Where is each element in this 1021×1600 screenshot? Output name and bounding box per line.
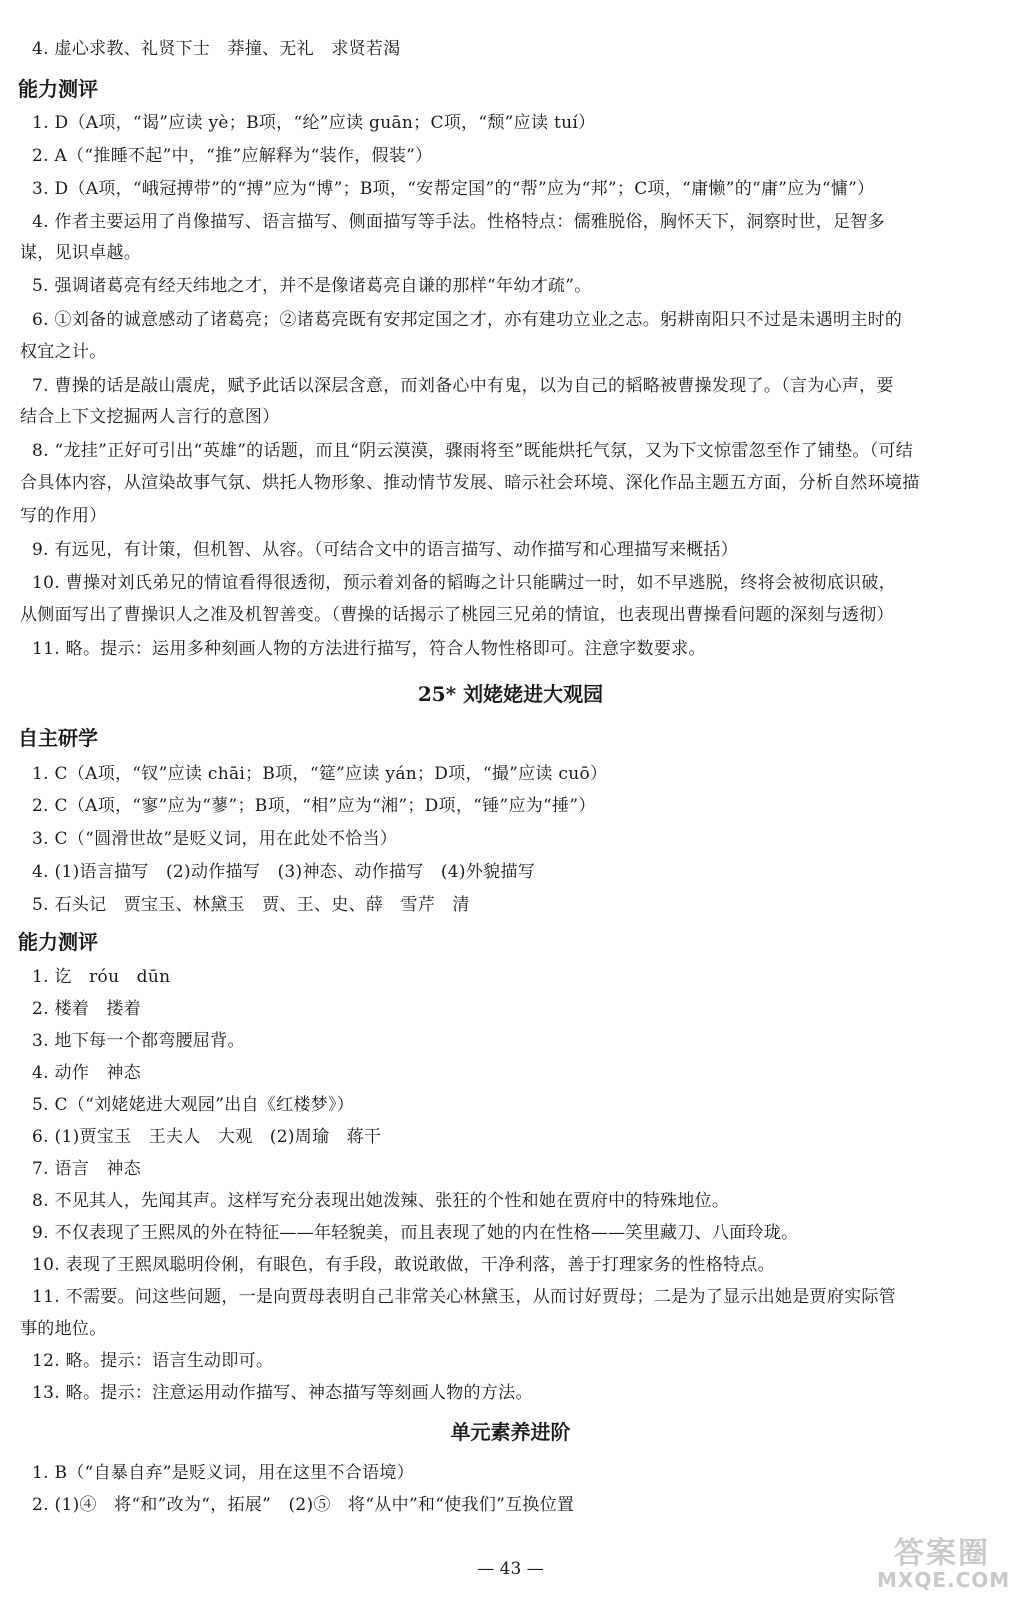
answer-line-continued: 权宜之计。 [20,342,107,362]
answer-line: 4. 作者主要运用了肖像描写、语言描写、侧面描写等手法。性格特点：儒雅脱俗，胸怀天下，洞察时世，足智多 [32,212,885,232]
answer-line: 4. (1)语言描写 (2)动作描写 (3)神态、动作描写 (4)外貌描写 [32,862,536,882]
section-heading-ability-test: 能力测评 [18,930,98,954]
answer-line: 13. 略。提示：注意运用动作描写、神态描写等刻画人物的方法。 [32,1383,533,1403]
answer-line: 10. 曹操对刘氏弟兄的情谊看得很透彻，预示着刘备的韬晦之计只能瞒过一时，如不早逃脱，终将会被彻底识破， [32,573,897,593]
page-number: — 43 — [477,1559,544,1579]
answer-line: 2. 楼着 搂着 [32,999,142,1019]
answer-line: 1. 讫 róu dūn [32,967,171,987]
answer-line: 6. (1)贾宝玉 王夫人 大观 (2)周瑜 蒋干 [32,1127,382,1147]
answer-line: 11. 不需要。问这些问题，一是向贾母表明自己非常关心林黛玉，从而讨好贾母；二是为了显示出她是贾府实际管 [32,1287,897,1307]
answer-line-continued: 谋，见识卓越。 [20,243,142,263]
answer-line: 7. 语言 神态 [32,1159,142,1179]
answer-line: 9. 不仅表现了王熙凤的外在特征——年轻貌美，而且表现了她的内在性格——笑里藏刀、八面玲珑。 [32,1223,799,1243]
chapter-title: 25* 刘姥姥进大观园 [417,682,604,706]
answer-line: 5. 强调诸葛亮有经天纬地之才，并不是像诸葛亮自谦的那样“年幼才疏”。 [32,276,592,296]
answer-line: 1. D（A项，“谒”应读 yè；B项，“纶”应读 guān；C项，“颓”应读 tuí） [32,113,596,133]
answer-line: 11. 略。提示：运用多种刻画人物的方法进行描写，符合人物性格即可。注意字数要求。 [32,639,706,659]
watermark-logo [877,1528,1011,1592]
answer-line: 2. C（A项，“寥”应为“蓼”；B项，“相”应为“湘”；D项，“锤”应为“捶”） [32,796,596,816]
chapter-title: 单元素养进阶 [450,1420,571,1444]
answer-line: 3. C（“圆滑世故”是贬义词，用在此处不恰当） [32,829,398,849]
answer-line-continued: 合具体内容，从渲染故事气氛、烘托人物形象、推动情节发展、暗示社会环境、深化作品主题五方面，分析自然环境描 [20,473,920,493]
answer-line: 1. C（A项，“钗”应读 chāi；B项，“筵”应读 yán；D项，“撮”应读 cuō） [32,764,608,784]
watermark-url: MXQE.COM [877,1568,1011,1592]
answer-line: 1. B（“自暴自弃”是贬义词，用在这里不合语境） [32,1463,414,1483]
section-heading-self-study: 自主研学 [18,726,98,750]
answer-line: 6. ①刘备的诚意感动了诸葛亮；②诸葛亮既有安邦定国之才，亦有建功立业之志。躬耕南阳只不过是未遇明主时的 [32,310,903,330]
answer-line: 3. D（A项，“峨冠搏带”的“搏”应为“博”；B项，“安帮定国”的“帮”应为“邦”；C项，“庸懒”的“庸”应为“慵”） [32,179,875,199]
answer-line-continued: 写的作用） [20,506,107,526]
answer-line: 8. “龙挂”正好可引出“英雄”的话题，而且“阴云漠漠，骤雨将至”既能烘托气氛，又为下文惊雷忽至作了铺垫。（可结 [32,441,914,461]
answer-line: 9. 有远见，有计策，但机智、从容。（可结合文中的语言描写、动作描写和心理描写来概括） [32,540,739,560]
answer-line: 5. 石头记 贾宝玉、林黛玉 贾、王、史、薛 雪芹 清 [32,895,470,915]
answer-line-continued: 结合上下文挖掘两人言行的意图） [20,407,280,427]
answer-line: 3. 地下每一个都弯腰屈背。 [32,1031,245,1051]
answer-line: 8. 不见其人，先闻其声。这样写充分表现出她泼辣、张狂的个性和她在贾府中的特殊地位。 [32,1191,730,1211]
answer-line: 4. 虚心求教、礼贤下士 莽撞、无礼 求贤若渴 [32,39,401,59]
answer-line: 2. A（“推睡不起”中，“推”应解释为“装作，假装”） [32,146,433,166]
watermark-text: 答案圈 [894,1536,990,1571]
answer-line: 7. 曹操的话是敲山震虎，赋予此话以深层含意，而刘备心中有鬼，以为自己的韬略被曹操发现了。（言为心声，要 [32,376,894,396]
answer-line-continued: 事的地位。 [20,1319,107,1339]
answer-line: 4. 动作 神态 [32,1063,142,1083]
section-heading-ability-test: 能力测评 [18,77,98,101]
answer-line: 5. C（“刘姥姥进大观园”出自《红楼梦》） [32,1095,355,1115]
answer-line: 2. (1)④ 将“和”改为“，拓展” (2)⑤ 将“从中”和“使我们”互换位置 [32,1495,575,1515]
answer-line: 10. 表现了王熙凤聪明伶俐，有眼色，有手段，敢说敢做，干净利落，善于打理家务的性格特点。 [32,1255,775,1275]
answer-line-continued: 从侧面写出了曹操识人之准及机智善变。（曹操的话揭示了桃园三兄弟的情谊，也表现出曹操看问题的深刻与透彻） [20,605,894,625]
answer-line: 12. 略。提示：语言生动即可。 [32,1351,274,1371]
